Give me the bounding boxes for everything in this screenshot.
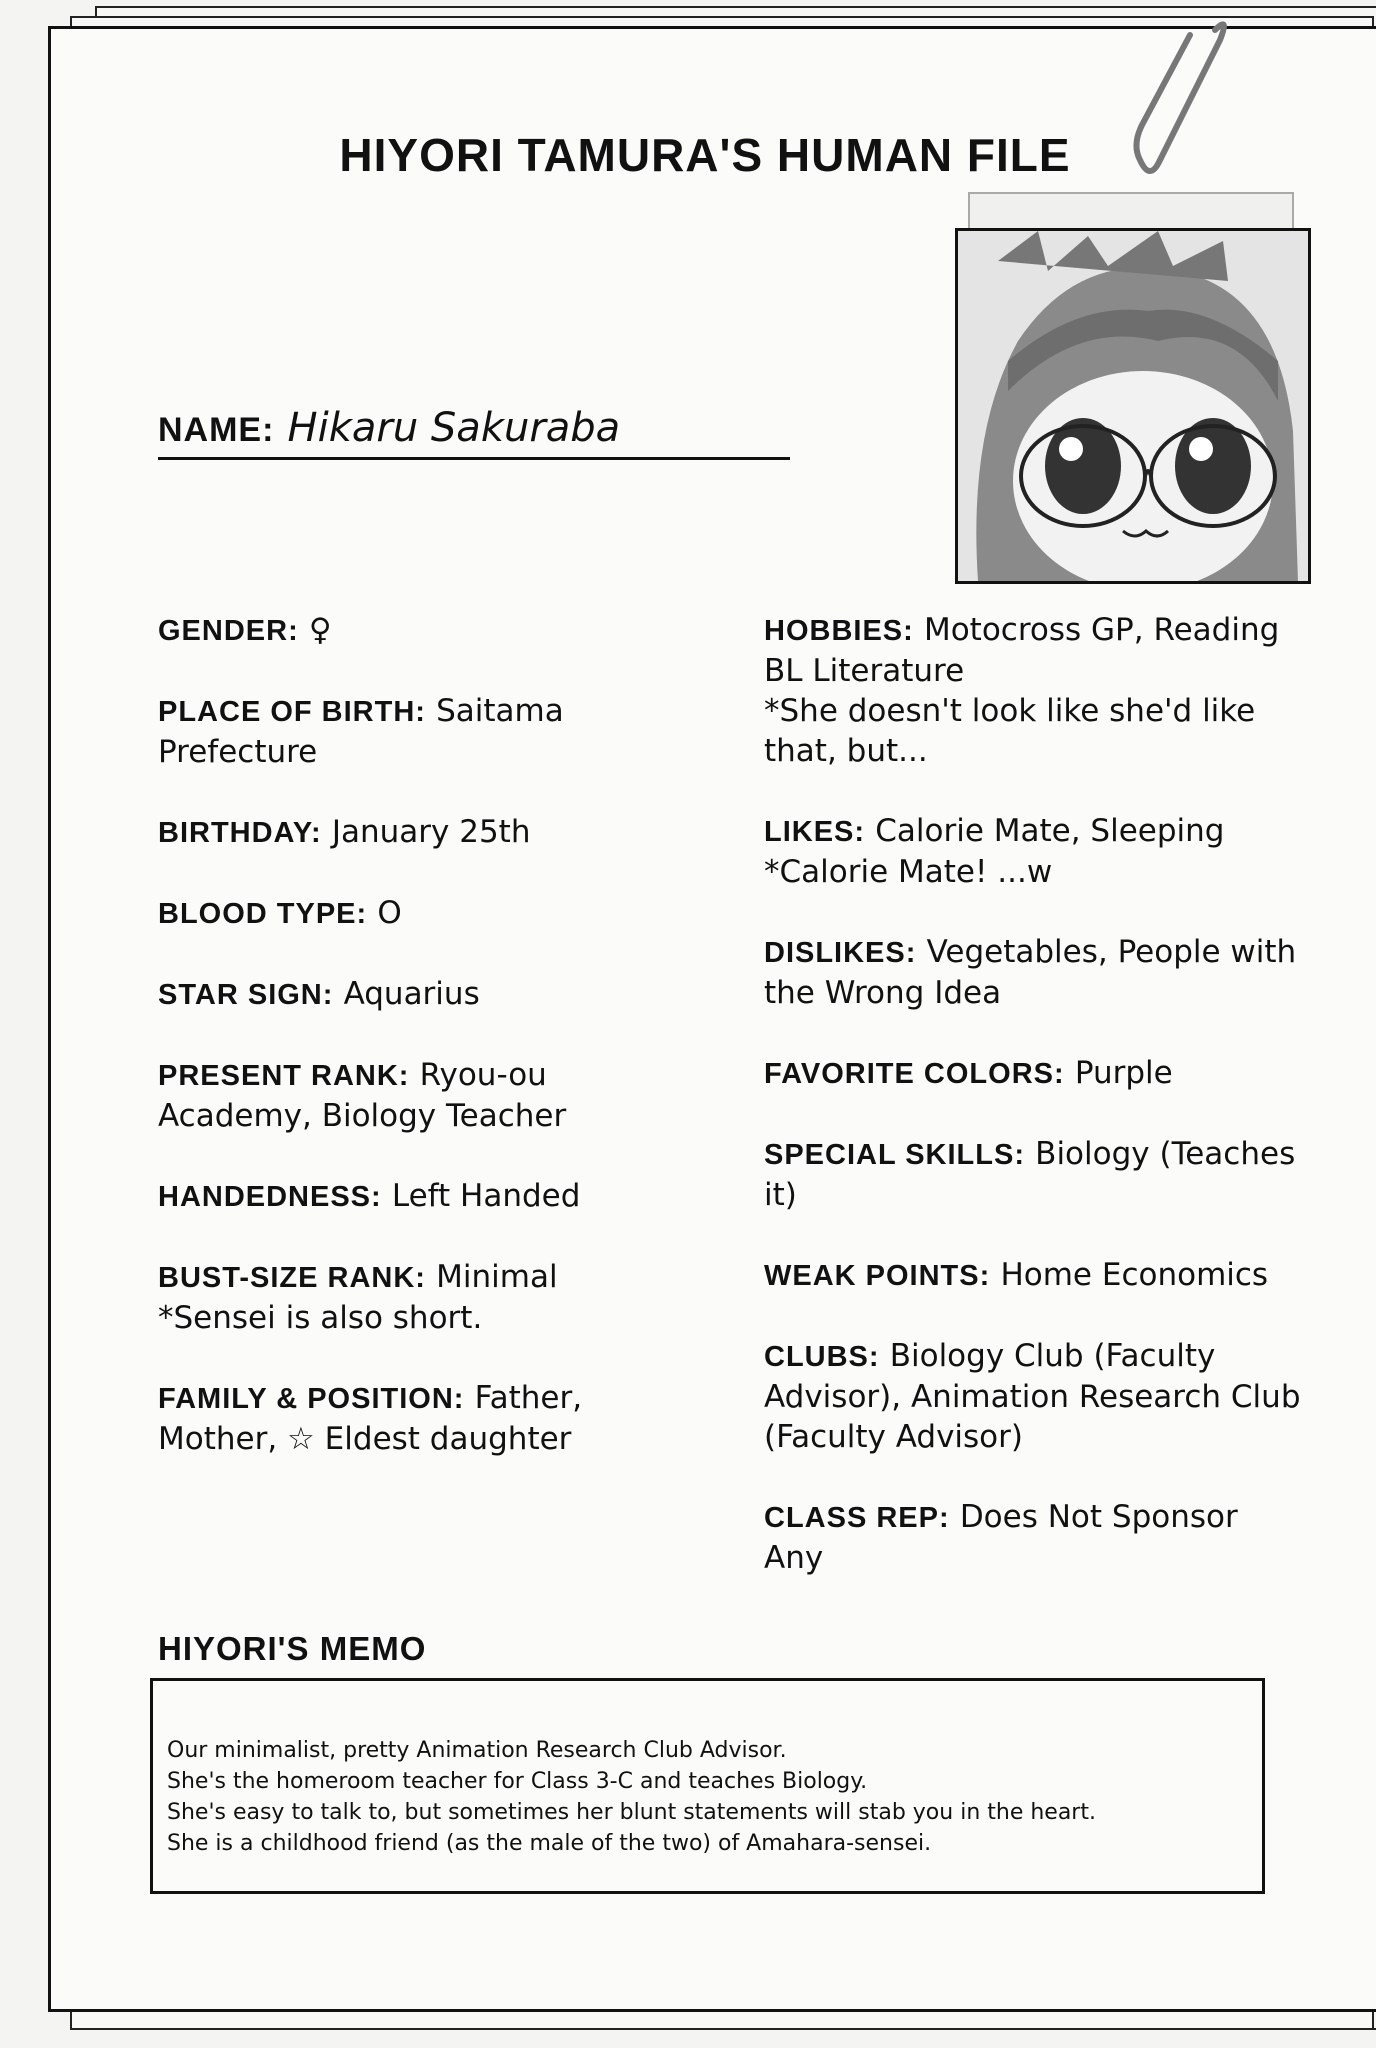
field-star-sign: STAR SIGN: Aquarius: [158, 976, 480, 1012]
portrait-illustration: [958, 231, 1308, 581]
field-hobbies: HOBBIES: Motocross GP, Reading BL Literature *She doesn't look like she'd like that, but...: [764, 612, 1280, 769]
name-field: [158, 405, 790, 460]
memo-title: HIYORI'S MEMO: [158, 1630, 427, 1667]
name-label: NAME:: [158, 411, 275, 449]
field-family-position: FAMILY & POSITION: Father, Mother, ☆ Eldest daughter: [158, 1380, 583, 1457]
right-column: [764, 610, 1304, 1618]
field-present-rank: PRESENT RANK: Ryou-ou Academy, Biology Teacher: [158, 1057, 567, 1134]
field-birthday: BIRTHDAY: January 25th: [158, 814, 531, 850]
field-class-rep: CLASS REP: Does Not Sponsor Any: [764, 1499, 1238, 1576]
character-portrait: [955, 228, 1311, 584]
field-weak-points: WEAK POINTS: Home Economics: [764, 1257, 1269, 1293]
field-special-skills: SPECIAL SKILLS: Biology (Teaches it): [764, 1136, 1296, 1213]
field-handedness: HANDEDNESS: Left Handed: [158, 1178, 581, 1214]
memo-line: Our minimalist, pretty Animation Research Club Advisor.: [167, 1738, 787, 1763]
field-note: *She doesn't look like she'd like that, but...: [764, 693, 1256, 769]
field-bust-size-rank: BUST-SIZE RANK: Minimal *Sensei is also short.: [158, 1259, 558, 1336]
memo-line: She's easy to talk to, but sometimes her blunt statements will stab you in the heart.: [167, 1800, 1096, 1825]
field-likes: LIKES: Calorie Mate, Sleeping *Calorie Mate! ...w: [764, 813, 1225, 890]
field-note: *Calorie Mate! ...w: [764, 854, 1053, 890]
name-value: Hikaru Sakuraba: [287, 405, 621, 451]
field-note: *Sensei is also short.: [158, 1300, 483, 1336]
memo-line: She is a childhood friend (as the male of the two) of Amahara-sensei.: [167, 1831, 932, 1856]
field-clubs: CLUBS: Biology Club (Faculty Advisor), Animation Research Club (Faculty Advisor): [764, 1338, 1301, 1455]
left-column: [158, 610, 678, 1499]
field-favorite-colors: FAVORITE COLORS: Purple: [764, 1055, 1173, 1091]
memo-box: [150, 1678, 1265, 1894]
memo-line: She's the homeroom teacher for Class 3-C and teaches Biology.: [167, 1769, 868, 1794]
field-place-of-birth: PLACE OF BIRTH: Saitama Prefecture: [158, 693, 564, 770]
field-dislikes: DISLIKES: Vegetables, People with the Wrong Idea: [764, 934, 1297, 1011]
field-gender: GENDER: ♀: [158, 612, 332, 648]
page-title: HIYORI TAMURA'S HUMAN FILE: [339, 129, 1071, 181]
field-blood-type: BLOOD TYPE: O: [158, 895, 402, 931]
